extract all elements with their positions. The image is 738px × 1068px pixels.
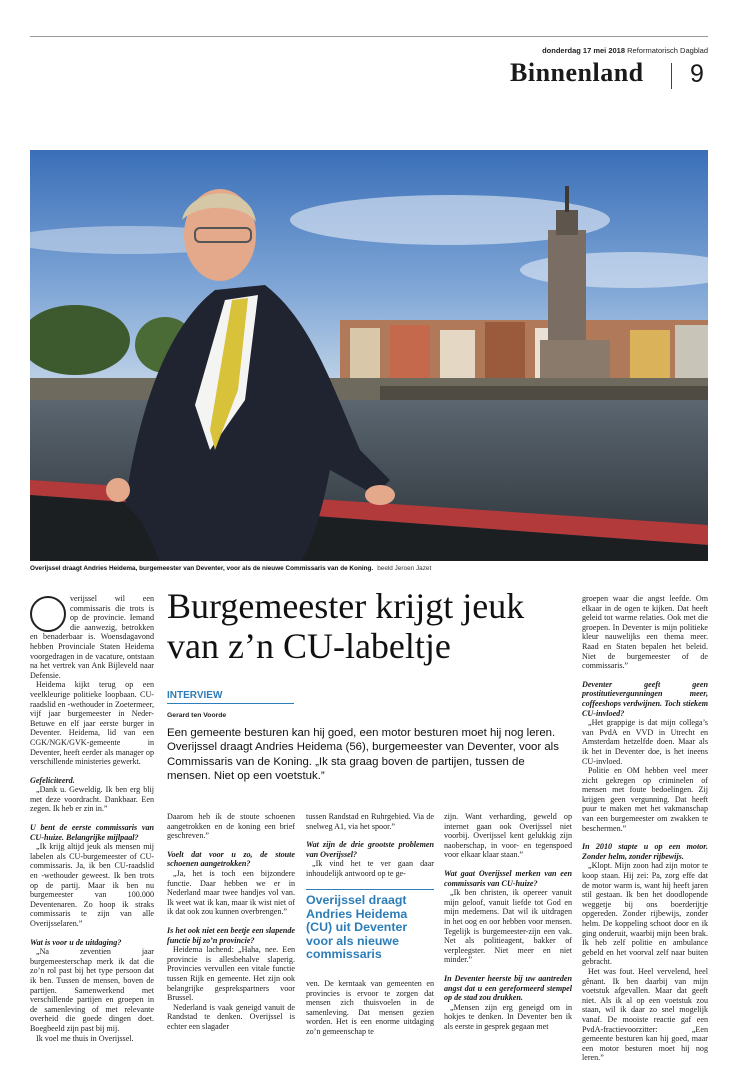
paragraph: Het was fout. Heel vervelend, heel gênant. Ik ben daarbij van mijn voetstuk afgevallen. Maar dat geeft niet. Als ik al op een voetstuk zou staan, wil ik daar zo snel mogelijk vanaf. De mooiste reactie gaf een PvdA-fractievoorzitter: „Een gemeente besturen kan hij goed, maar een motor besturen moet hij nog leren.”: [582, 966, 708, 1063]
paragraph: „Ik vind het te ver gaan daar inhoudelijk antwoord op te ge-: [306, 859, 434, 878]
photo-caption: [30, 565, 708, 572]
paragraph: Heidema lachend: „Haha, nee. Een provincie is allesbehalve slaperig. Provincies vervullen een vitale functie tussen Rijk en gemeente. Het zijn ook belangrijke gesprekspartners voor Brussel.: [167, 945, 295, 1003]
interview-question: Wat zijn de drie grootste problemen van Overijssel?: [306, 840, 434, 859]
section-title: Binnenland: [510, 58, 644, 87]
paragraph: zijn. Want verharding, geweld op internet gaan ook Overijssel niet voorbij. Overijssel kent gelukkig zijn naoberschap, in voor- en tegenspoed voor elkaar klaar staan.”: [444, 812, 572, 860]
interview-question: Wat gaat Overijssel merken van een commissaris van CU-huize?: [444, 868, 572, 888]
dateline: [542, 46, 708, 55]
article-column-2: [167, 812, 295, 1031]
paragraph: Daarom heb ik de stoute schoenen aangetrokken en de koning een brief geschreven.”: [167, 812, 295, 841]
article-column-4: [444, 812, 572, 1031]
section-separator: [671, 63, 672, 89]
paragraph: „Ik krijg altijd jeuk als mensen mij labelen als CU-burgemeester of CU-commissaris. Ja, ik ben CU-raadslid en -wethouder geweest. Ik ben trots op de partij. Maar ik ben nu burgemeester van 100.000 Deventenaren. Zo hoop ik straks commissaris te zijn van alle Overijsselaren.”: [30, 842, 154, 928]
paragraph: verijssel wil een commissaris die trots is op de provincie. Iemand die aanwezig, betrokken en benaderbaar is. Woensdagavond hebben Provinciale Staten Heidema voorgedragen in de vacature, ontstaan na het vertrek van Ank Bijleveld naar Defensie.: [30, 594, 154, 680]
paragraph: Politie en OM hebben veel meer zicht gekregen op criminelen of mensen met foute bedoelingen. Zij krijgen geen vergunning. Dat heeft puur te maken met het vakmanschap van een burgemeester om zwakken te beschermen.”: [582, 766, 708, 833]
interview-question: Is het ook niet een beetje een slapende functie bij zo’n provincie?: [167, 925, 295, 945]
caption-text: Overijssel draagt Andries Heidema, burgemeester van Deventer, voor als de nieuwe Commissaris van de Koning.: [30, 565, 374, 572]
pull-quote: Overijssel draagt Andries Heidema (CU) uit Deventer voor als nieuwe commissaris: [306, 889, 434, 962]
article-column-5: [582, 594, 708, 1063]
interview-question: Voelt dat voor u zo, de stoute schoenen aangetrokken?: [167, 849, 295, 869]
paragraph: Heidema kijkt terug op een veelkleurige politieke loopbaan. CU-raadslid en -wethouder in Zoetermeer, vijf jaar burgemeester in Neder-Betuwe en elf jaar eerste burger in Deventer. Heidema, lid van een CGK/NGK/GVK-gemeente in Deventer, heeft eerder als manager op verschillende ministeries gewerkt.: [30, 680, 154, 767]
photo-illustration: [30, 150, 708, 561]
interview-question: In 2010 stapte u op een motor. Zonder helm, zonder rijbewijs.: [582, 842, 708, 861]
article-column-1: [30, 594, 154, 1043]
paragraph: tussen Randstad en Ruhrgebied. Via de snelweg A1, via het spoor.”: [306, 812, 434, 831]
issue-date: donderdag 17 mei 2018: [542, 46, 626, 55]
paragraph: groepen waar die angst leefde. Om elkaar in de ogen te kijken. Dat heeft geleid tot warme relaties. Ook met die groepen. In Deventer is mijn politieke kleur nauwelijks een thema meer. Raad en Staten bepalen het beleid. Niet de burgemeester of de commissaris.”: [582, 594, 708, 671]
header-rule: [30, 36, 708, 37]
article-column-3-top: [306, 812, 434, 879]
interview-question: Gefeliciteerd.: [30, 775, 75, 785]
paragraph: ven. De kerntaak van gemeenten en provincies is ervoor te zorgen dat mensen zich thuisvoelen in de samenleving. Dat mensen gezien worden. Het is een enorme uitdaging zo’n gemeenschap te: [306, 979, 434, 1036]
interview-question: Wat is voor u de uitdaging?: [30, 937, 122, 947]
photo-credit: beeld Jeroen Jazet: [377, 565, 432, 572]
article-byline: Gerard ten Voorde: [167, 712, 227, 719]
article-photo: [30, 150, 708, 561]
article-label: INTERVIEW: [167, 690, 294, 704]
interview-question: U bent de eerste commissaris van CU-huize. Belangrijke mijlpaal?: [30, 823, 154, 842]
paragraph: „Ik ben christen, ik opereer vanuit mijn geloof, vanuit liefde tot God en mijn medemens. Dat wil ik uitdragen in het oog en oor hebben voor mensen. Tegelijk is burgemeester-zijn een vak. Net als politieagent, bakker of verpleegster. Niet meer en niet minder.”: [444, 888, 572, 965]
newspaper-name: Reformatorisch Dagblad: [627, 46, 708, 55]
article-lead: Een gemeente besturen kan hij goed, een motor besturen moet hij nog leren. Overijssel draagt Andries Heidema (56), burgemeester van Deventer, voor als Commissaris van de Koning. „Ik sta graag boven de partijen, tussen de mensen. Niet op een voetstuk.”: [167, 727, 559, 783]
paragraph: „Na zeventien jaar burgemeesterschap merk ik dat die zo’n rol past bij het type persoon dat ik ben. Tussen de mensen, boven de partijen. Samenwerkend met verschillende partijen en groepen in de samenleving of met relevante overheid die goede dingen doet. Boegbeeld zijn past bij mij.: [30, 947, 154, 1033]
paragraph: Nederland is vaak geneigd vanuit de Randstad te denken. Overijssel is echter een slagader: [167, 1002, 295, 1031]
dropcap-circle: [30, 596, 66, 632]
interview-question: In Deventer heerste bij uw aantreden angst dat u een gereformeerd stempel op de stad zou drukken.: [444, 973, 572, 1003]
article-column-3-bottom: [306, 979, 434, 1037]
paragraph: „Ja, het is toch een bijzondere functie. Daar hebben we er in Nederland maar twee handjes vol van. Ik weet wat ik kan, maar ik wist niet of ik dat ook zou kunnen overbrengen.”: [167, 868, 295, 917]
page-number: 9: [690, 60, 704, 88]
paragraph: „Klopt. Mijn zoon had zijn motor te koop staan. Hij zei: Pa, zorg effe dat de motor warm is, want hij heeft jaren stil gestaan. Ik ben het doodlopende weggetje bij ons boerderijtje opgereden. Zonder rijbewijs, zonder helm. De koppeling schoot door en ik ging onderuit, waarbij mijn been brak. Ik heb zelf politie en ambulance gebeld en het voorval zelf naar buiten gebracht.: [582, 861, 708, 967]
interview-question: Deventer geeft geen prostitutievergunningen meer, coffeeshops verdwijnen. Toch stiekem CU-invloed?: [582, 679, 708, 718]
paragraph: „Mensen zijn erg geneigd om in hokjes te denken. In Deventer ben ik als eerste in gesprek gegaan met: [444, 1002, 572, 1031]
paragraph: „Het grappige is dat mijn collega’s van PvdA en VVD in Utrecht en Amsterdam hetzelfde doen. Maar als ik het in Deventer doe, is het ineens CU-invloed.: [582, 718, 708, 766]
paragraph: Ik voel me thuis in Overijssel.: [36, 1033, 134, 1043]
article-headline: Burgemeester krijgt jeuk van z’n CU-labeltje: [167, 586, 525, 666]
paragraph: „Dank u. Geweldig. Ik ben erg blij met deze voordracht. Dankbaar. Een zegen. Ik heb er zin in.”: [30, 785, 154, 814]
